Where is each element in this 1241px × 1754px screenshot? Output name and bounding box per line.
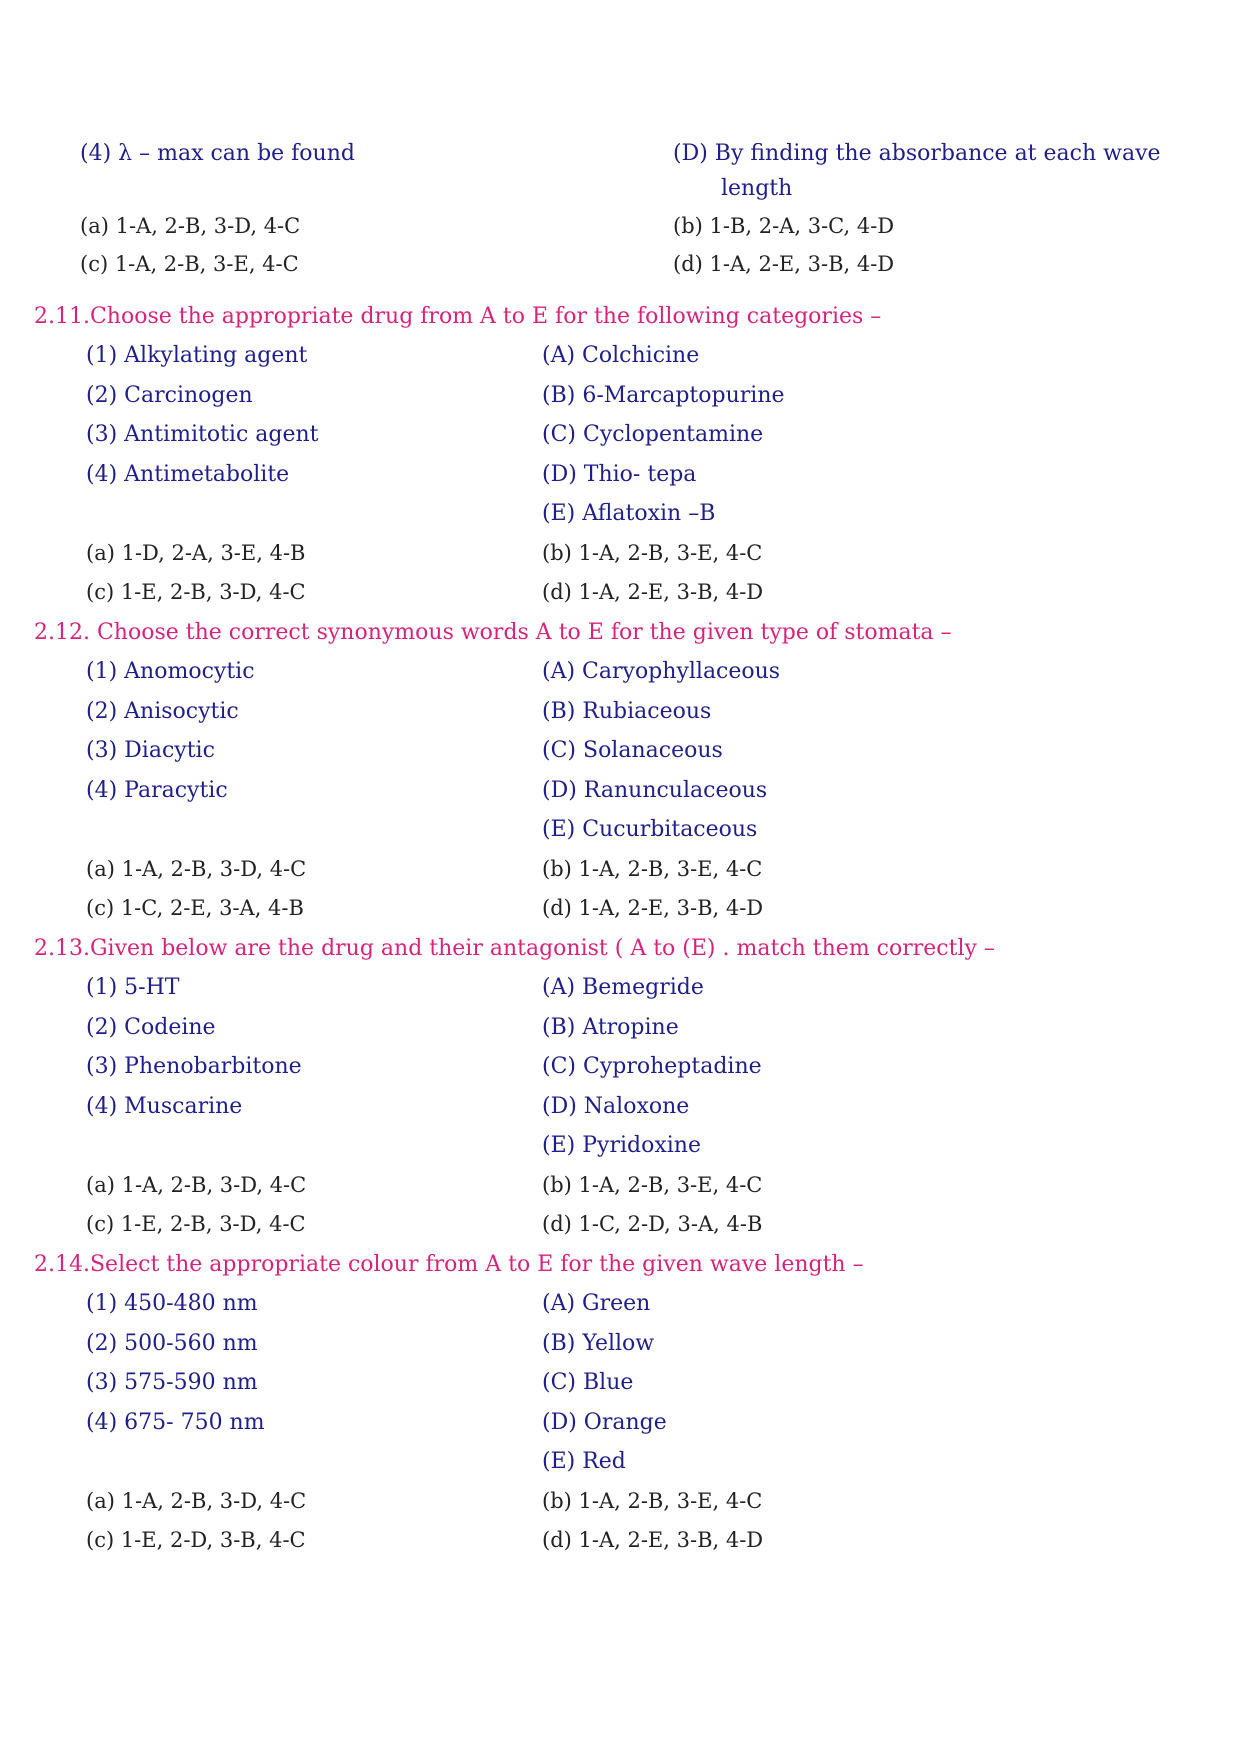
q14-left-1: (1) 450-480 nm xyxy=(86,1291,258,1316)
q11-right-B: (B) 6-Marcaptopurine xyxy=(542,383,785,408)
q13-answer-a: (a) 1-A, 2-B, 3-D, 4-C xyxy=(86,1173,307,1197)
q11-answer-d: (d) 1-A, 2-E, 3-B, 4-D xyxy=(542,580,764,604)
q13-right-A: (A) Bemegride xyxy=(542,975,704,1000)
q12-answer-a: (a) 1-A, 2-B, 3-D, 4-C xyxy=(86,857,307,881)
q11-right-D: (D) Thio- tepa xyxy=(542,462,697,487)
match-left-4: (4) λ – max can be found xyxy=(80,141,355,166)
q14-right-A: (A) Green xyxy=(542,1291,651,1316)
q12-right-B: (B) Rubiaceous xyxy=(542,699,712,724)
q13-left-4: (4) Muscarine xyxy=(86,1094,243,1119)
q14-right-D: (D) Orange xyxy=(542,1410,667,1435)
match-right-D-line2: length xyxy=(721,176,793,201)
q11-left-2: (2) Carcinogen xyxy=(86,383,253,408)
q14-right-E: (E) Red xyxy=(542,1449,626,1474)
q11-left-4: (4) Antimetabolite xyxy=(86,462,290,487)
q14-right-C: (C) Blue xyxy=(542,1370,634,1395)
q13-right-B: (B) Atropine xyxy=(542,1015,679,1040)
q11-right-C: (C) Cyclopentamine xyxy=(542,422,764,447)
q14-left-2: (2) 500-560 nm xyxy=(86,1331,258,1356)
q13-answer-b: (b) 1-A, 2-B, 3-E, 4-C xyxy=(542,1173,763,1197)
answer-option-b: (b) 1-B, 2-A, 3-C, 4-D xyxy=(673,214,895,238)
q11-answer-a: (a) 1-D, 2-A, 3-E, 4-B xyxy=(86,541,306,565)
q13-right-C: (C) Cyproheptadine xyxy=(542,1054,762,1079)
q13-answer-c: (c) 1-E, 2-B, 3-D, 4-C xyxy=(86,1212,306,1236)
q11-right-A: (A) Colchicine xyxy=(542,343,700,368)
answer-option-a: (a) 1-A, 2-B, 3-D, 4-C xyxy=(80,214,301,238)
q14-answer-c: (c) 1-E, 2-D, 3-B, 4-C xyxy=(86,1528,306,1552)
answer-option-c: (c) 1-A, 2-B, 3-E, 4-C xyxy=(80,252,299,276)
match-right-D-line1: (D) By finding the absorbance at each wave xyxy=(673,141,1161,166)
q12-answer-b: (b) 1-A, 2-B, 3-E, 4-C xyxy=(542,857,763,881)
q11-right-E: (E) Aflatoxin –B xyxy=(542,501,716,526)
q13-left-1: (1) 5-HT xyxy=(86,975,180,1000)
question-2-12: 2.12. Choose the correct synonymous words A to E for the given type of stomata – xyxy=(34,620,952,645)
question-2-14: 2.14.Select the appropriate colour from A to E for the given wave length – xyxy=(34,1252,864,1277)
q12-left-2: (2) Anisocytic xyxy=(86,699,239,724)
q13-left-2: (2) Codeine xyxy=(86,1015,216,1040)
q14-answer-d: (d) 1-A, 2-E, 3-B, 4-D xyxy=(542,1528,764,1552)
q12-left-4: (4) Paracytic xyxy=(86,778,228,803)
q12-right-A: (A) Caryophyllaceous xyxy=(542,659,781,684)
answer-option-d: (d) 1-A, 2-E, 3-B, 4-D xyxy=(673,252,895,276)
q12-right-C: (C) Solanaceous xyxy=(542,738,723,763)
q12-right-E: (E) Cucurbitaceous xyxy=(542,817,758,842)
q12-answer-d: (d) 1-A, 2-E, 3-B, 4-D xyxy=(542,896,764,920)
q12-right-D: (D) Ranunculaceous xyxy=(542,778,768,803)
q14-answer-a: (a) 1-A, 2-B, 3-D, 4-C xyxy=(86,1489,307,1513)
q12-left-3: (3) Diacytic xyxy=(86,738,215,763)
q14-left-4: (4) 675- 750 nm xyxy=(86,1410,265,1435)
q11-answer-b: (b) 1-A, 2-B, 3-E, 4-C xyxy=(542,541,763,565)
q14-answer-b: (b) 1-A, 2-B, 3-E, 4-C xyxy=(542,1489,763,1513)
q14-right-B: (B) Yellow xyxy=(542,1331,655,1356)
q11-left-1: (1) Alkylating agent xyxy=(86,343,308,368)
q13-answer-d: (d) 1-C, 2-D, 3-A, 4-B xyxy=(542,1212,763,1236)
question-2-13: 2.13.Given below are the drug and their antagonist ( A to (E) . match them correctly – xyxy=(34,936,995,961)
q13-left-3: (3) Phenobarbitone xyxy=(86,1054,302,1079)
q13-right-D: (D) Naloxone xyxy=(542,1094,690,1119)
q13-right-E: (E) Pyridoxine xyxy=(542,1133,701,1158)
q11-left-3: (3) Antimitotic agent xyxy=(86,422,319,447)
question-2-11: 2.11.Choose the appropriate drug from A to E for the following categories – xyxy=(34,304,882,329)
q12-left-1: (1) Anomocytic xyxy=(86,659,255,684)
q12-answer-c: (c) 1-C, 2-E, 3-A, 4-B xyxy=(86,896,304,920)
q14-left-3: (3) 575-590 nm xyxy=(86,1370,258,1395)
q11-answer-c: (c) 1-E, 2-B, 3-D, 4-C xyxy=(86,580,306,604)
